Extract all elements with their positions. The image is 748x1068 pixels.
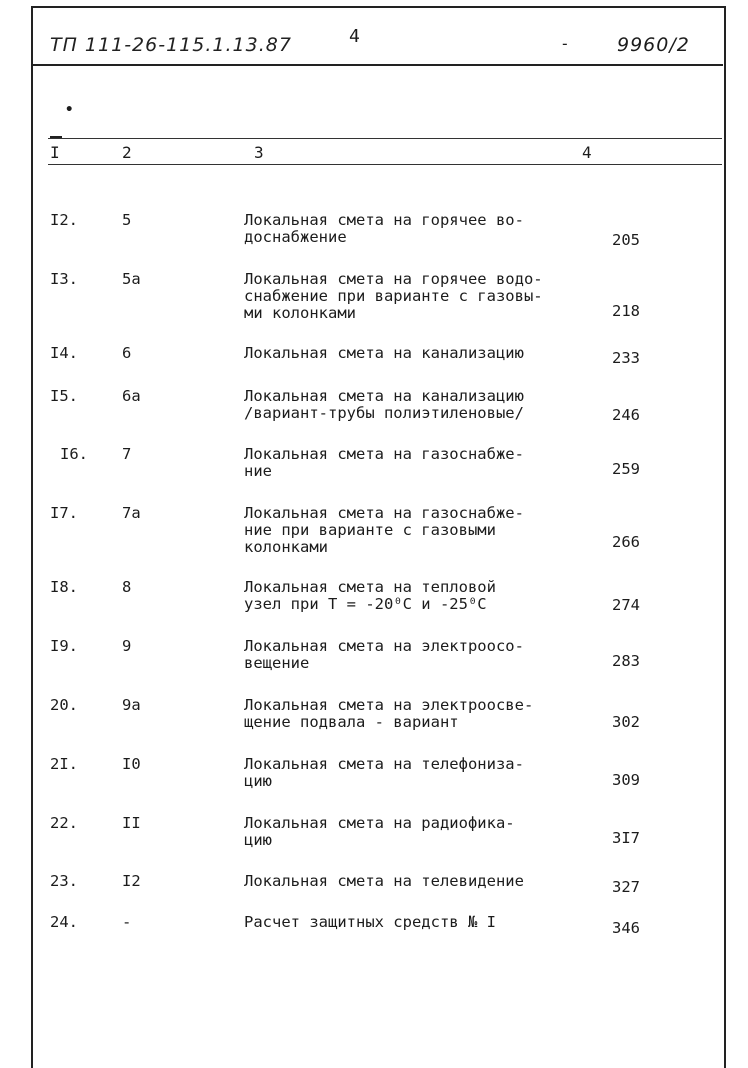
row-code: 5 xyxy=(122,211,132,229)
row-description: Расчет защитных средств № I xyxy=(244,913,496,931)
row-code: 6а xyxy=(122,387,141,405)
row-code: I0 xyxy=(122,755,141,773)
column-header-bottom-rule xyxy=(48,164,722,165)
row-description: Локальная смета на горячее во- доснабжение xyxy=(244,211,524,246)
column-header-top-rule xyxy=(48,138,722,139)
row-page: 274 xyxy=(612,596,640,614)
column-header-1: I xyxy=(50,143,60,162)
row-description: Локальная смета на канализацию xyxy=(244,344,524,362)
row-number: I2. xyxy=(50,211,78,229)
row-number: 24. xyxy=(50,913,78,931)
document-code: 9960/2 xyxy=(617,34,690,56)
row-code: - xyxy=(122,913,132,931)
page-number: 4 xyxy=(349,26,360,47)
row-number: 20. xyxy=(50,696,78,714)
row-description: Локальная смета на горячее водо- снабжение при варианте с газовы- ми колонками xyxy=(244,270,543,322)
row-code: 9 xyxy=(122,637,132,655)
row-page: 205 xyxy=(612,231,640,249)
row-number: 22. xyxy=(50,814,78,832)
row-description: Локальная смета на телевидение xyxy=(244,872,524,890)
row-code: 5а xyxy=(122,270,141,288)
row-page: 266 xyxy=(612,533,640,551)
document-reference: ТП 111-26-115.1.13.87 xyxy=(50,34,292,56)
row-page: 233 xyxy=(612,349,640,367)
row-page: 327 xyxy=(612,878,640,896)
row-code: 7а xyxy=(122,504,141,522)
row-description: Локальная смета на газоснабже- ние при варианте с газовыми колонками xyxy=(244,504,524,556)
row-code: II xyxy=(122,814,141,832)
row-number: I3. xyxy=(50,270,78,288)
row-number: I9. xyxy=(50,637,78,655)
row-page: 259 xyxy=(612,460,640,478)
row-number: I6. xyxy=(60,445,88,463)
row-page: 302 xyxy=(612,713,640,731)
row-code: 8 xyxy=(122,578,132,596)
row-description: Локальная смета на газоснабже- ние xyxy=(244,445,524,480)
row-number: 23. xyxy=(50,872,78,890)
row-code: 9а xyxy=(122,696,141,714)
row-page: 283 xyxy=(612,652,640,670)
row-number: 2I. xyxy=(50,755,78,773)
row-page: 218 xyxy=(612,302,640,320)
row-page: 3I7 xyxy=(612,829,640,847)
row-code: I2 xyxy=(122,872,141,890)
row-description: Локальная смета на канализацию /вариант-трубы полиэтиленовые/ xyxy=(244,387,524,422)
row-description: Локальная смета на радиофика- цию xyxy=(244,814,515,849)
row-number: I5. xyxy=(50,387,78,405)
row-number: I4. xyxy=(50,344,78,362)
header-rule xyxy=(33,64,723,66)
row-code: 6 xyxy=(122,344,132,362)
row-number: I7. xyxy=(50,504,78,522)
row-page: 309 xyxy=(612,771,640,789)
column-header-3: 3 xyxy=(254,143,264,162)
row-page: 346 xyxy=(612,919,640,937)
row-description: Локальная смета на электроосо- вещение xyxy=(244,637,524,672)
row-page: 246 xyxy=(612,406,640,424)
row-description: Локальная смета на тепловой узел при Т = -20⁰С и -25⁰С xyxy=(244,578,496,613)
header-dash: - xyxy=(560,34,570,53)
column-header-2: 2 xyxy=(122,143,132,162)
column-header-4: 4 xyxy=(582,143,592,162)
row-code: 7 xyxy=(122,445,132,463)
dot-mark: • xyxy=(65,102,74,118)
row-number: I8. xyxy=(50,578,78,596)
row-description: Локальная смета на телефониза- цию xyxy=(244,755,524,790)
row-description: Локальная смета на электроосве- щение подвала - вариант xyxy=(244,696,534,731)
